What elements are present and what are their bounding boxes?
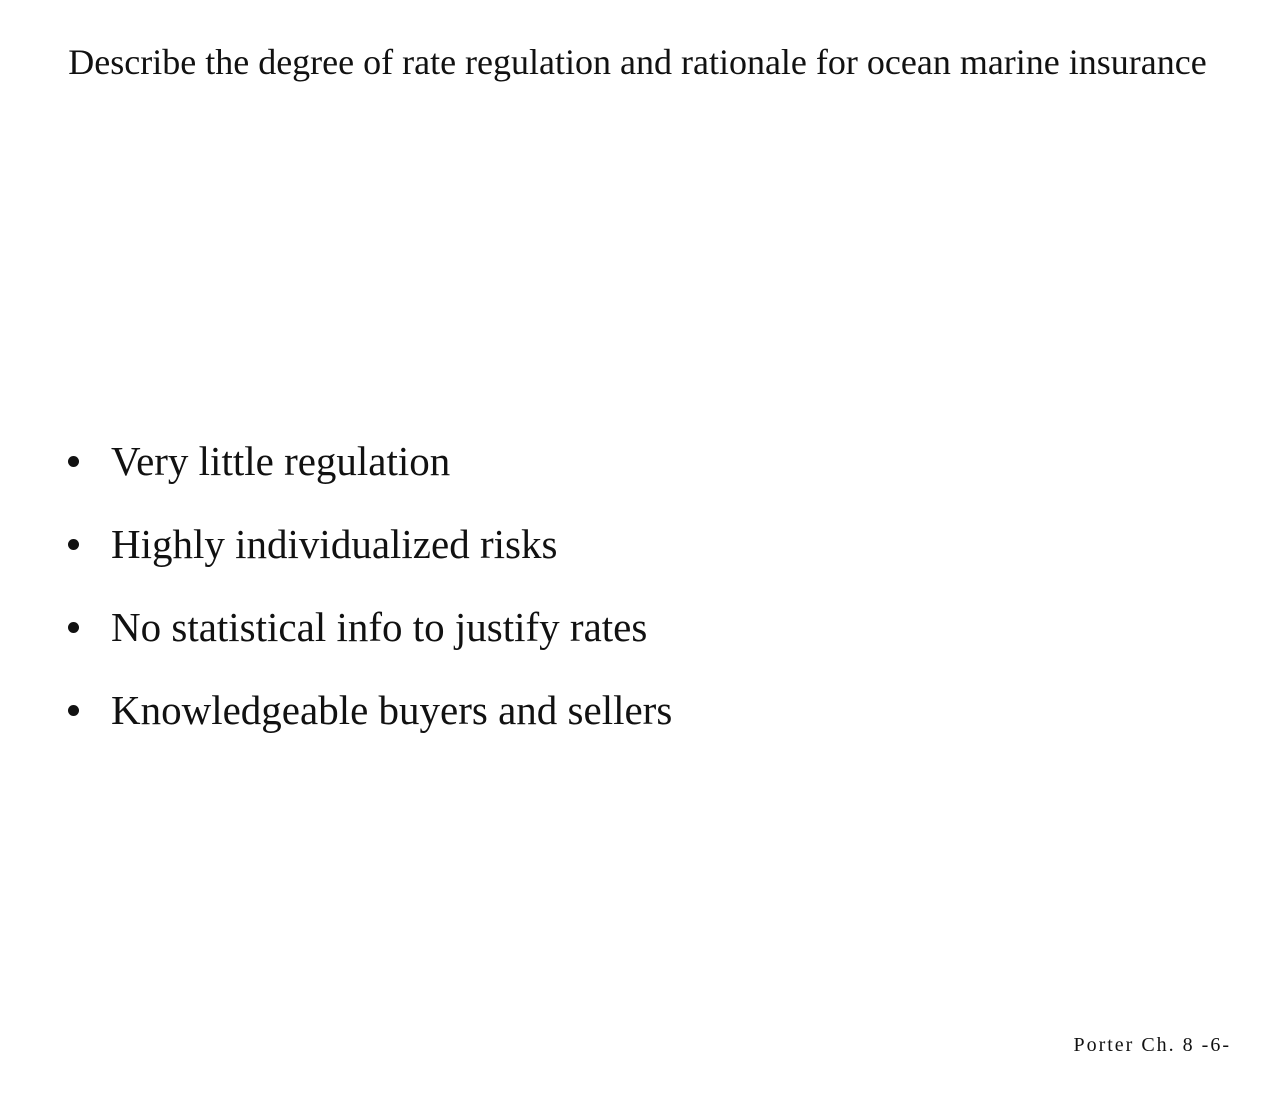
bullet-text: Highly individualized risks <box>111 521 558 567</box>
list-item <box>68 519 672 569</box>
bullet-text: No statistical info to justify rates <box>111 604 648 650</box>
bullet-dot-icon <box>68 456 79 467</box>
list-item <box>68 436 672 486</box>
bullet-dot-icon <box>68 622 79 633</box>
bullet-list <box>68 436 672 768</box>
slide-title: Describe the degree of rate regulation and rationale for ocean marine insurance <box>68 42 1207 82</box>
list-item <box>68 685 672 735</box>
page-footer: Porter Ch. 8 -6- <box>1073 1034 1231 1056</box>
list-item <box>68 602 672 652</box>
bullet-text: Very little regulation <box>111 438 451 484</box>
bullet-text: Knowledgeable buyers and sellers <box>111 687 673 733</box>
bullet-dot-icon <box>68 705 79 716</box>
bullet-dot-icon <box>68 539 79 550</box>
